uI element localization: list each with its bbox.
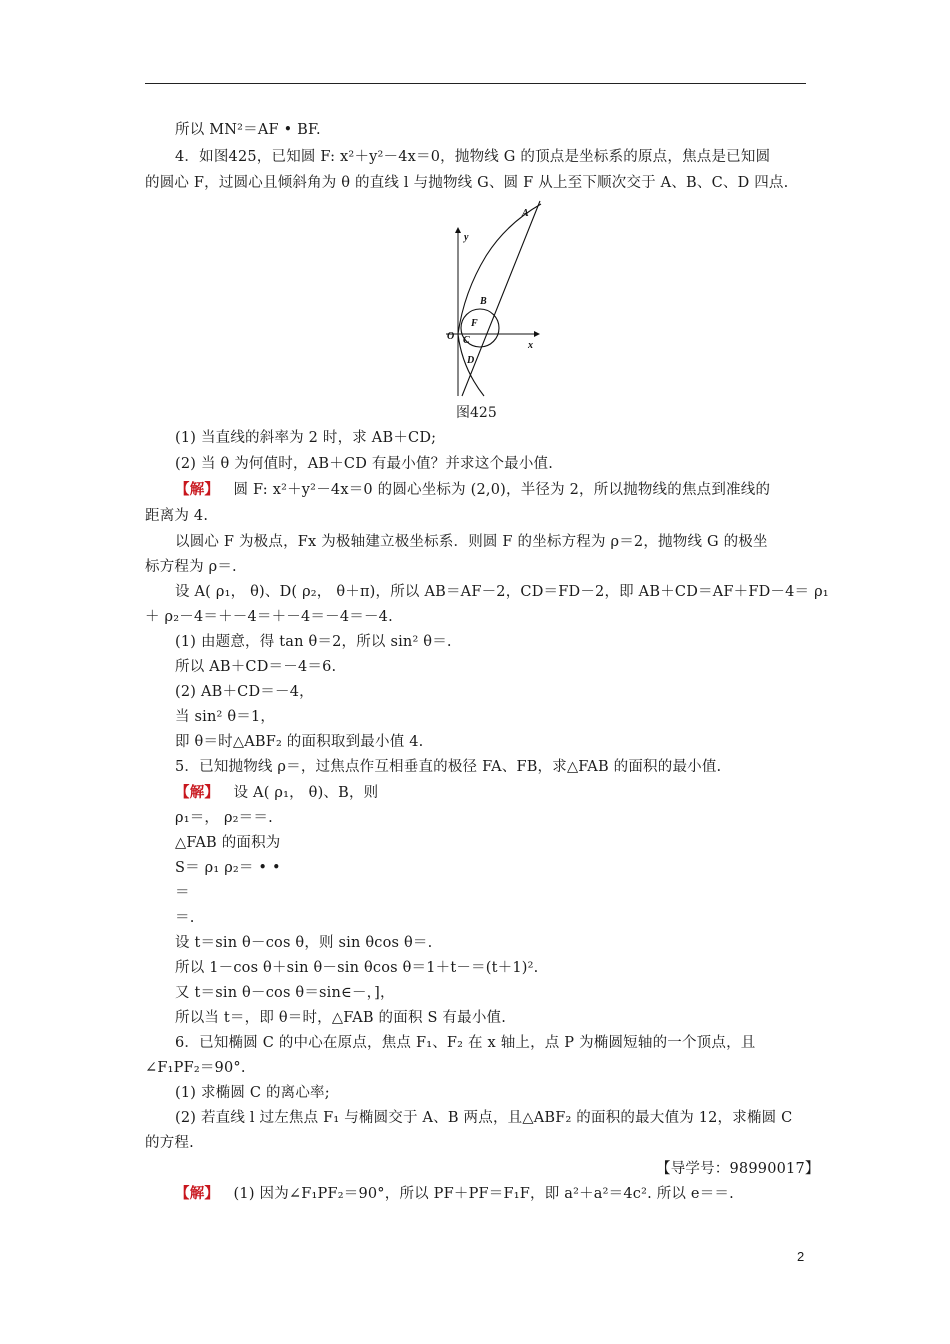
text-line: 标方程为 ρ＝. <box>145 559 237 575</box>
problem-4-line-1: 4．如图425，已知圆 F: x²＋y²－4x＝0，抛物线 G 的顶点是坐标系的原点，焦点是已知圆 <box>175 149 771 165</box>
text-line: 所以当 t＝，即 θ＝时，△FAB 的面积 S 有最小值. <box>175 1010 507 1026</box>
text-line: 即 θ＝时△ABF₂ 的面积取到最小值 4. <box>175 734 424 750</box>
question-2: (2) 当 θ 为何值时，AB＋CD 有最小值？并求这个最小值. <box>175 456 554 472</box>
header-rule <box>145 83 806 84</box>
text-line: (1) 求椭圆 C 的离心率; <box>175 1085 330 1101</box>
text-line: 又 t＝sin θ－cos θ＝sin∈－，]， <box>175 985 395 1001</box>
text-line: ＝ <box>175 885 190 901</box>
solution-5-line-1: 【解】 设 A( ρ₁， θ)、B，则 <box>175 784 379 801</box>
point-A-label: A <box>522 208 529 219</box>
figure-caption: 图425 <box>456 405 497 421</box>
text-line: 所以 1－cos θ＋sin θ－sin θcos θ＝1＋t－＝(t＋1)². <box>175 960 539 976</box>
parabola <box>458 204 541 396</box>
solution-6-line-1: 【解】 (1) 因为∠F₁PF₂＝90°，所以 PF＋PF＝F₁F，即 a²＋a²＝4c². 所以 e＝＝. <box>175 1185 734 1202</box>
text-line: (1) 由题意，得 tan θ＝2，所以 sin² θ＝. <box>175 634 452 650</box>
text-line: 所以 AB＋CD＝－4＝6. <box>175 659 337 675</box>
solution-tag: 【解】 <box>175 1185 220 1202</box>
point-D-label: D <box>467 355 475 366</box>
line-l <box>462 201 540 396</box>
origin-O-label: O <box>447 331 455 342</box>
text-line: ＋ ρ₂－4＝＋－4＝＋－4＝－4＝－4. <box>145 609 393 625</box>
point-C-label: C <box>463 335 470 346</box>
problem-4-line-2: 的圆心 F，过圆心且倾斜角为 θ 的直线 l 与抛物线 G、圆 F 从上至下顺次交于 A、B、C、D 四点. <box>145 175 789 191</box>
text-line: ∠F₁PF₂＝90°. <box>145 1060 246 1076</box>
text-line: ρ₁＝， ρ₂＝＝. <box>175 810 273 826</box>
text-line: S＝ ρ₁ ρ₂＝ • • <box>175 860 281 876</box>
solution-tag: 【解】 <box>175 784 220 801</box>
text-line: 设 A( ρ₁， θ)、D( ρ₂， θ＋π)，所以 AB＝AF－2，CD＝FD－2，即 AB＋CD＝AF＋FD－4＝ ρ₁ <box>175 584 829 600</box>
x-label: x <box>528 340 533 351</box>
guide-number: 【导学号：98990017】 <box>656 1161 820 1177</box>
page-number: 2 <box>797 1249 805 1264</box>
text-line: (2) AB＋CD＝－4， <box>175 684 314 700</box>
text-line: △FAB 的面积为 <box>175 835 281 851</box>
question-1: (1) 当直线的斜率为 2 时，求 AB＋CD; <box>175 430 437 446</box>
text-line: 设 t＝sin θ－cos θ，则 sin θcos θ＝. <box>175 935 433 951</box>
text-line: 的方程. <box>145 1135 194 1151</box>
solution-tag: 【解】 <box>175 481 220 498</box>
text-line: 当 sin² θ＝1， <box>175 709 276 725</box>
figure-425 <box>436 196 546 400</box>
text-line: 所以 MN²＝AF • BF. <box>175 122 321 138</box>
y-label: y <box>464 232 469 243</box>
point-F-label: F <box>471 318 478 329</box>
point-B-label: B <box>480 296 487 307</box>
solution-4-line-1: 【解】 圆 F: x²＋y²－4x＝0 的圆心坐标为 (2,0)，半径为 2，所以抛物线的焦点到准线的 <box>175 481 771 498</box>
problem-6-line-1: 6．已知椭圆 C 的中心在原点，焦点 F₁、F₂ 在 x 轴上，点 P 为椭圆短轴的一个顶点，且 <box>175 1035 756 1051</box>
problem-5-line-1: 5．已知抛物线 ρ＝，过焦点作互相垂直的极径 FA、FB，求△FAB 的面积的最小值. <box>175 759 722 775</box>
text-line: ＝. <box>175 910 195 926</box>
text-line: (2) 若直线 l 过左焦点 F₁ 与椭圆交于 A、B 两点，且△ABF₂ 的面积的最大值为 12，求椭圆 C <box>175 1110 793 1126</box>
text-line: 距离为 4. <box>145 508 209 524</box>
text-line: 以圆心 F 为极点，Fx 为极轴建立极坐标系．则圆 F 的坐标方程为 ρ＝2，抛物线 G 的极坐 <box>175 534 768 550</box>
